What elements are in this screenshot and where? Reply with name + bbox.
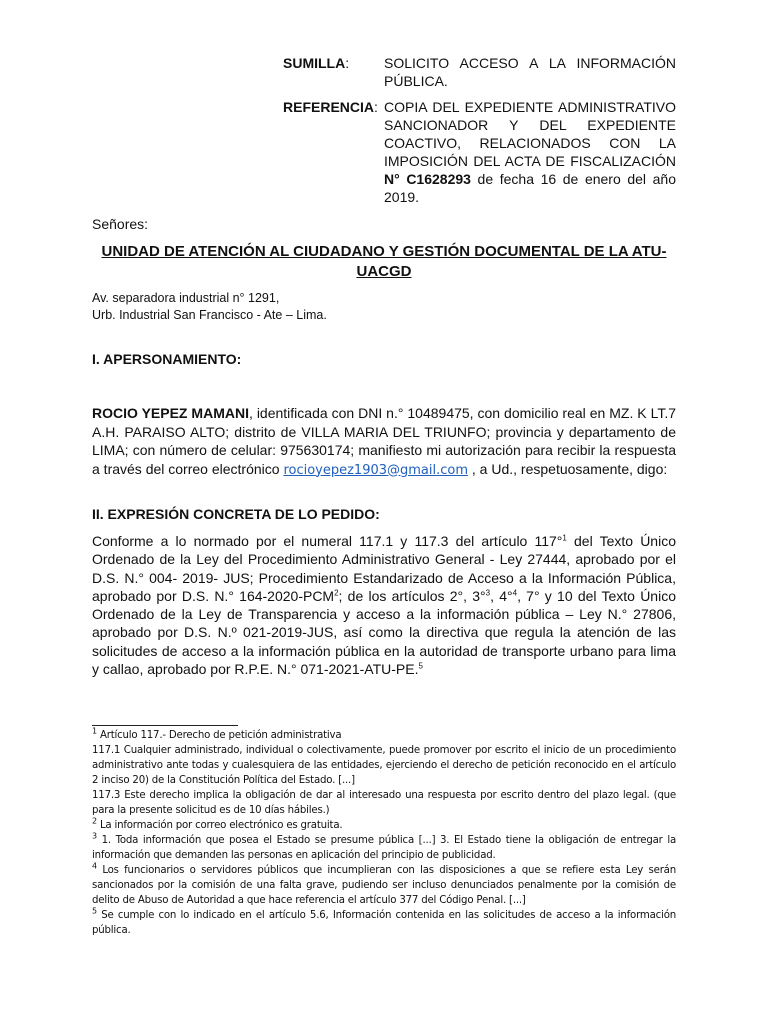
footnote-5: $^5$ Se cumple con lo indicado en el artículo 5.6, Información contenida en las solicitudes de acceso a la información pública.	[92, 906, 676, 936]
referencia-label: REFERENCIA	[283, 99, 375, 115]
section2-text-2: del Texto Único Ordenado de la Ley del Procedimiento Administrativo General - Ley 27444, aprobado por el D.S. N.° 004- 2019- JUS; Procedimiento Estandarizado de Acceso a la Información Pública, aprobado por D.S. N.° 164-2020-PCM	[92, 533, 676, 604]
footnote-ref-1[interactable]: 1	[562, 533, 567, 543]
section1-paragraph	[92, 404, 676, 480]
address-line-1: Av. separadora industrial n° 1291,	[92, 291, 280, 305]
referencia-text-before: COPIA DEL EXPEDIENTE ADMINISTRATIVO SANCIONADOR Y DEL EXPEDIENTE COACTIVO, RELACIONADOS CON LA IMPOSICIÓN DEL ACTA DE FISCALIZACIÓN	[384, 99, 676, 169]
section2-text-1: Conforme a lo normado por el numeral 117.1 y 117.3 del artículo 117°	[92, 533, 563, 549]
section2-heading: II. EXPRESIÓN CONCRETA DE LO PEDIDO:	[92, 506, 380, 522]
acta-number: N° C1628293	[384, 171, 471, 187]
sumilla-text: SOLICITO ACCESO A LA INFORMACIÓN PÚBLICA.	[384, 55, 676, 89]
address-line-2: Urb. Industrial San Francisco - Ate – Lima.	[92, 308, 327, 322]
footnote-separator	[92, 725, 238, 726]
section2-paragraph	[92, 532, 676, 678]
sumilla-label-block: SUMILLA:	[283, 55, 350, 71]
email-link[interactable]: rocioyepez1903@gmail.com	[283, 462, 469, 478]
footnote-2: $^2$ La información por correo electrónico es gratuita.	[92, 816, 343, 831]
section1-text2: , a Ud., respetuosamente, digo:	[471, 460, 668, 477]
applicant-name: ROCIO YEPEZ MAMANI	[92, 405, 249, 421]
address-block	[92, 290, 327, 324]
section2-text-3: ; de los artículos 2°, 3°	[338, 587, 486, 604]
referencia-text-after: de fecha 16 de enero del año 2019.	[384, 171, 676, 205]
section1-text1: , identificada con DNI n.° 10489475, con domicilio real en MZ. K LT.7 A.H. PARAISO ALTO; distrito de VILLA MARIA DEL TRIUNFO; provincia y departamento de LIMA; con número de celular: 975630174; manifiesto mi autorización para recibir la respuesta a través del correo electrónico	[92, 405, 676, 477]
addressee-title: UNIDAD DE ATENCIÓN AL CIUDADANO Y GESTIÓN DOCUMENTAL DE LA ATU-UACGD	[101, 243, 667, 280]
footnote-ref-3[interactable]: 3	[485, 588, 491, 598]
footnote-ref-4[interactable]: 4	[512, 588, 518, 598]
sumilla-label: SUMILLA	[283, 55, 346, 71]
referencia-text	[384, 98, 676, 206]
section2-text-5: , 7° y 10 del Texto Único Ordenado de la Ley de Transparencia y acceso a la información pública – Ley N.° 27806, aprobado por D.S. N.º 021-2019-JUS, así como la directiva que regula la atención de las solicitudes de acceso a la información pública en la autoridad de transporte urbano para lima y callao, aprobado por R.P.E. N.° 071-2021-ATU-PE.	[92, 587, 676, 678]
footnote-3: $^3$ 1. Toda información que posea el Estado se presume pública [...] 3. El Estado tiene la obligación de entregar la información que demanden las personas en aplicación del principio de publicidad.	[92, 831, 676, 861]
footnote-1-para-1: 117.1 Cualquier administrado, individual o colectivamente, puede promover por escrito el inicio de un procedimiento administrativo ante todas y cualesquiera de las entidades, ejerciendo el derecho de petición reconocido en el artículo 2 inciso 20) de la Constitución Política del Estado. [...]	[92, 745, 676, 786]
referencia-label-block: REFERENCIA:	[283, 99, 378, 115]
section2-text-4: , 4°	[490, 587, 513, 604]
footnote-4: $^4$ Los funcionarios o servidores públicos que incumplieran con las disposiciones a que se refiere esta Ley serán sancionados por la comisión de una falta grave, pudiendo ser incluso denunciados penalmente por la comisión de delito de Abuso de Autoridad a que hace referencia el artículo 377 del Código Penal. [...]	[92, 861, 676, 906]
salutation: Señores:	[92, 216, 149, 232]
footnote-1-para-3: 117.3 Este derecho implica la obligación de dar al interesado una respuesta por escrito dentro del plazo legal. (que para la presente solicitud es de 10 días hábiles.)	[92, 790, 676, 816]
footnote-1: $^1$ Artículo 117.- Derecho de petición administrativa	[92, 726, 342, 741]
footnotes	[92, 728, 676, 938]
footnote-ref-5[interactable]: 5	[418, 661, 423, 671]
section1-heading: I. APERSONAMIENTO:	[92, 351, 242, 367]
footnote-ref-2[interactable]: 2	[334, 588, 339, 598]
